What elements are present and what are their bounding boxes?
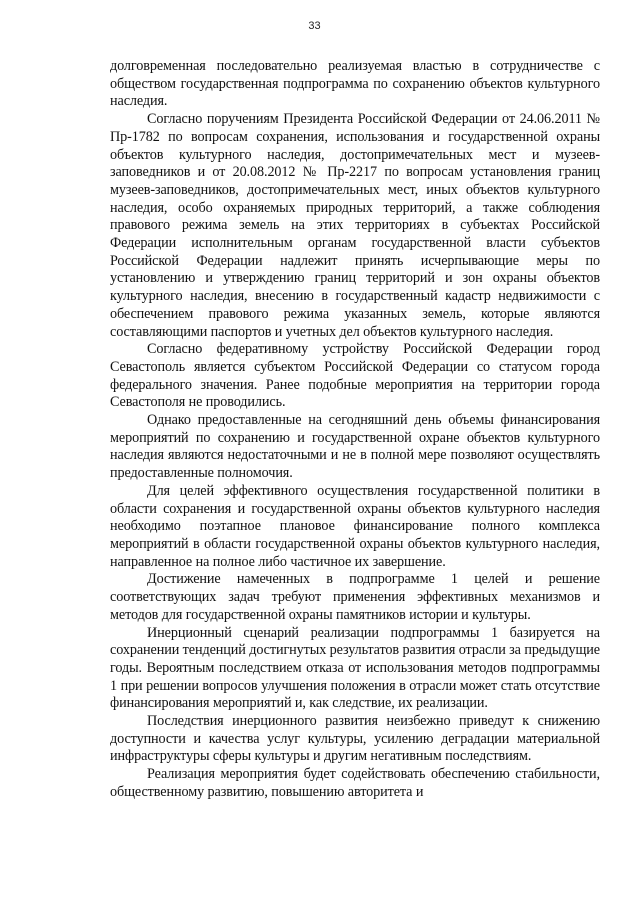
paragraph-sevastopol-status: Согласно федеративному устройству Российской Федерации город Севастополь является субъектом Российской Федерации со статусом города федерального значения. Ранее подобные мероприятия на территории города Севастополя не проводились. <box>110 341 600 411</box>
paragraph-funding-insufficient: Однако предоставленные на сегодняшний день объемы финансирования мероприятий по сохранению и государственной охране объектов культурного наследия являются недостаточными и не в полной мере позволяют осуществлять предоставленные полномочия. <box>110 412 600 482</box>
paragraph-phased-financing: Для целей эффективного осуществления государственной политики в области сохранения и государственной охраны объектов культурного наследия необходимо поэтапное плановое финансирование полного комплекса мероприятий в области государственной охраны объектов культурного наследия, направленное на полное либо частичное их завершение. <box>110 482 600 570</box>
paragraph-continuation: долговременная последовательно реализуемая властью в сотрудничестве с обществом государственная подпрограмма по сохранению объектов культурного наследия. <box>110 58 600 110</box>
paragraph-goals-achievement: Достижение намеченных в подпрограмме 1 целей и решение соответствующих задач требуют применения эффективных механизмов и методов для государственной охраны памятников истории и культуры. <box>110 571 600 623</box>
paragraph-presidential-instructions: Согласно поручениям Президента Российской Федерации от 24.06.2011 № Пр-1782 по вопросам сохранения, использования и государственной охраны объектов культурного наследия, достопримечательных мест и музеев-заповедников и от 20.08.2012 № Пр-2217 по вопросам установления границ музеев-заповедников, достопримечательных мест, иных объектов культурного наследия, особо охраняемых природных территорий, а также соблюдения правового режима земель на этих территориях в субъектах Российской Федерации исполнительным органам государственной власти субъектов Российской Федерации надлежит принять исчерпывающие меры по установлению и утверждению границ территорий и зон охраны объектов культурного наследия, внесению в государственный кадастр недвижимости с обеспечением правового режима указанных земель, которые являются составляющими паспортов и учетных дел объектов культурного наследия. <box>110 111 600 340</box>
document-body <box>110 58 600 802</box>
page-number: 33 <box>308 20 321 32</box>
paragraph-inertial-scenario: Инерционный сценарий реализации подпрограммы 1 базируется на сохранении тенденций достигнутых результатов развития отрасли за предыдущие годы. Вероятным последствием отказа от использования методов подпрограммы 1 при решении вопросов улучшения положения в отрасли может стать отсутствие финансирования мероприятий и, как следствие, их реализации. <box>110 624 600 712</box>
paragraph-implementation: Реализация мероприятия будет содействовать обеспечению стабильности, общественному развитию, повышению авторитета и <box>110 766 600 800</box>
paragraph-inertial-consequences: Последствия инерционного развития неизбежно приведут к снижению доступности и качества услуг культуры, усилению деградации материальной инфраструктуры сферы культуры и другим негативным последствиям. <box>110 713 600 765</box>
